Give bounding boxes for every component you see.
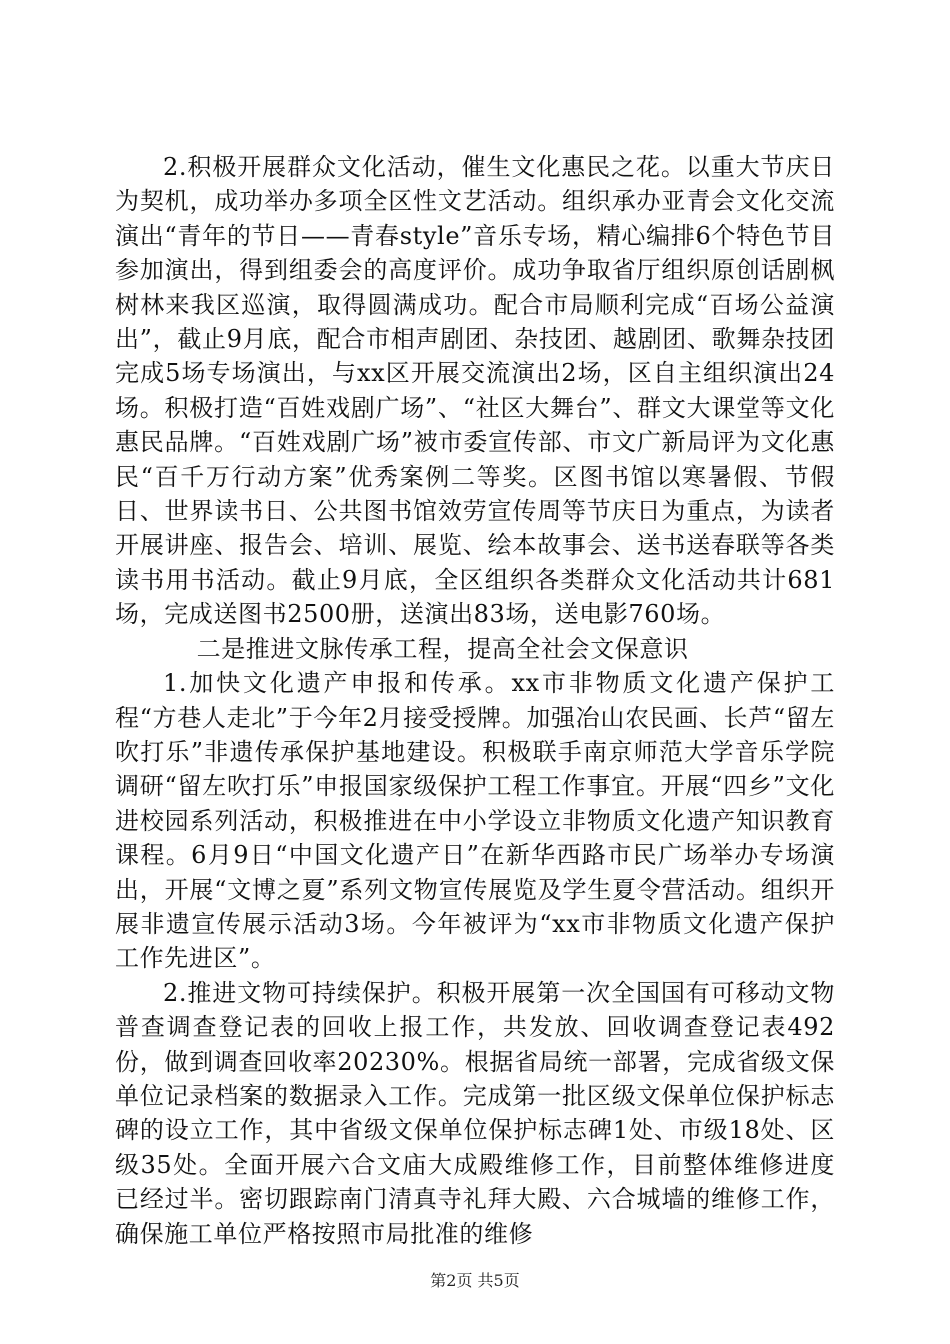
- paragraph-relic-protection: 2.推进文物可持续保护。积极开展第一次全国国有可移动文物普查调查登记表的回收上报工作，共发放、回收调查登记表492份，做到调查回收率20230%。根据省局统一部署，完成省级文保单位记录档案的数据录入工作。完成第一批区级文保单位保护标志碑的设立工作，其中省级文保单位保护标志碑1处、市级18处、区级35处。全面开展六合文庙大成殿维修工作，目前整体维修进度已经过半。密切跟踪南门清真寺礼拜大殿、六合城墙的维修工作，确保施工单位严格按照市局批准的维修: [115, 978, 835, 1248]
- page-footer: 第2页 共5页: [430, 1271, 520, 1290]
- document-body: [115, 150, 835, 1251]
- section-heading-cultural-heritage: 二是推进文脉传承工程，提高全社会文保意识: [196, 634, 689, 663]
- paragraph-heritage-declaration: 1.加快文化遗产申报和传承。xx市非物质文化遗产保护工程“方巷人走北”于今年2月接受授牌。加强冶山农民画、长芦“留左吹打乐”非遗传承保护基地建设。积极联手南京师范大学音乐学院调研“留左吹打乐”申报国家级保护工程工作事宜。开展“四乡”文化进校园系列活动，积极推进在中小学设立非物质文化遗产知识教育课程。6月9日“中国文化遗产日”在新华西路市民广场举办专场演出，开展“文博之夏”系列文物宣传展览及学生夏令营活动。组织开展非遗宣传展示活动3场。今年被评为“xx市非物质文化遗产保护工作先进区”。: [115, 669, 835, 973]
- paragraph-mass-culture-activities: 2.积极开展群众文化活动，催生文化惠民之花。以重大节庆日为契机，成功举办多项全区性文艺活动。组织承办亚青会文化交流演出“青年的节日——青春style”音乐专场，精心编排6个特色节目参加演出，得到组委会的高度评价。成功争取省厅组织原创话剧枫树林来我区巡演，取得圆满成功。配合市局顺利完成“百场公益演出”，截止9月底，配合市相声剧团、杂技团、越剧团、歌舞杂技团完成5场专场演出，与xx区开展交流演出2场，区自主组织演出24场。积极打造“百姓戏剧广场”、“社区大舞台”、群文大课堂等文化惠民品牌。“百姓戏剧广场”被市委宣传部、市文广新局评为文化惠民“百千万行动方案”优秀案例二等奖。区图书馆以寒暑假、节假日、世界读书日、公共图书馆效劳宣传周等节庆日为重点，为读者开展讲座、报告会、培训、展览、绘本故事会、送书送春联等各类读书用书活动。截止9月底，全区组织各类群众文化活动共计681场，完成送图书2500册，送演出83场，送电影760场。: [115, 153, 835, 629]
